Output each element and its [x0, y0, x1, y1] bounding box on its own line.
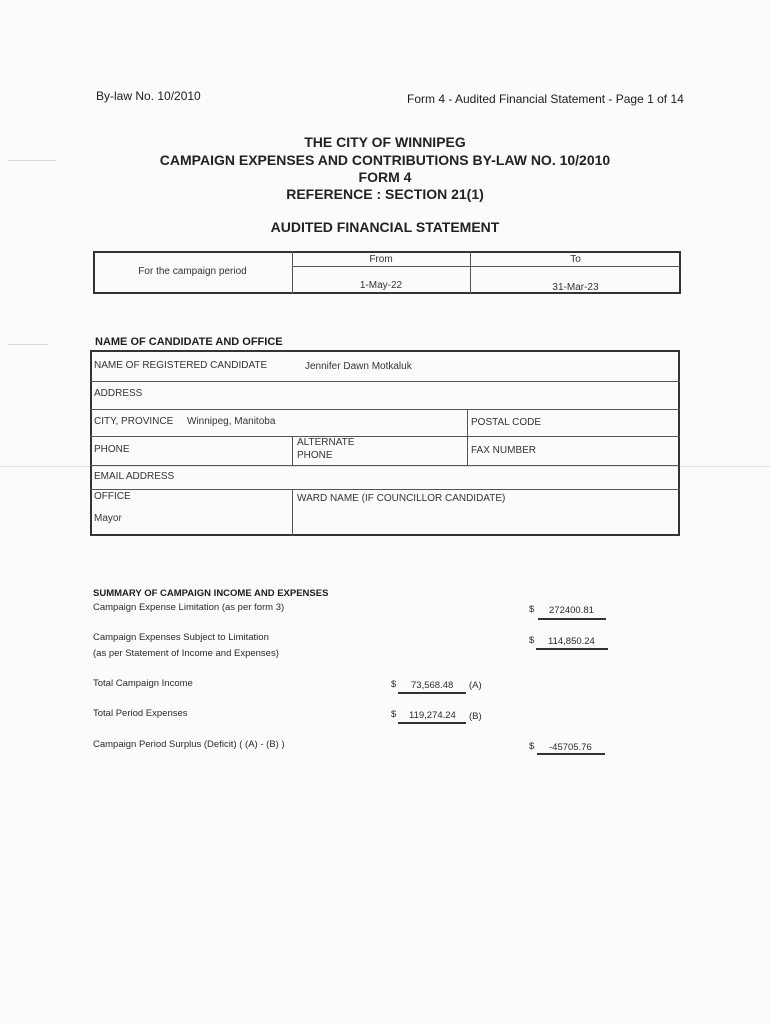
- period-label: For the campaign period: [138, 266, 247, 277]
- divider: [90, 465, 680, 466]
- address-label: ADDRESS: [94, 388, 143, 399]
- surplus-deficit-value: -45705.76: [549, 742, 592, 753]
- expenses-subject-label-line2: (as per Statement of Income and Expenses): [93, 648, 279, 659]
- office-value: Mayor: [94, 513, 122, 524]
- divider: [292, 436, 293, 465]
- document-subtitle: AUDITED FINANCIAL STATEMENT: [270, 219, 500, 235]
- underline: [537, 753, 605, 755]
- period-to-value: 31-Mar-23: [552, 282, 599, 293]
- candidate-section-title: NAME OF CANDIDATE AND OFFICE: [95, 336, 283, 348]
- postal-code-label: POSTAL CODE: [471, 417, 542, 428]
- divider: [292, 489, 293, 536]
- currency-symbol: $: [529, 741, 535, 752]
- divider: [467, 409, 468, 465]
- currency-symbol: $: [391, 679, 397, 690]
- period-from-label: From: [369, 254, 393, 265]
- expense-limit-label: Campaign Expense Limitation (as per form 3): [93, 602, 285, 613]
- title-form: FORM 4: [358, 169, 412, 185]
- currency-symbol: $: [529, 604, 535, 615]
- city-province-value: Winnipeg, Manitoba: [187, 416, 276, 427]
- alt-phone-label-line2: PHONE: [297, 450, 333, 461]
- summary-title: SUMMARY OF CAMPAIGN INCOME AND EXPENSES: [93, 588, 329, 599]
- currency-symbol: $: [391, 709, 397, 720]
- scan-artifact: [8, 344, 48, 345]
- title-reference: REFERENCE : SECTION 21(1): [286, 186, 484, 202]
- title-city: THE CITY OF WINNIPEG: [304, 134, 466, 150]
- phone-label: PHONE: [94, 444, 130, 455]
- underline: [398, 692, 466, 694]
- divider: [90, 436, 680, 437]
- expense-limit-value: 272400.81: [549, 605, 594, 616]
- alt-phone-label-line1: ALTERNATE: [297, 437, 355, 448]
- fax-number-label: FAX NUMBER: [471, 445, 537, 456]
- divider: [90, 489, 680, 490]
- candidate-name-value: Jennifer Dawn Motkaluk: [305, 361, 412, 372]
- underline: [538, 618, 606, 620]
- divider: [292, 266, 681, 267]
- divider: [90, 409, 680, 410]
- candidate-box: [90, 350, 680, 536]
- office-label: OFFICE: [94, 491, 131, 502]
- divider: [90, 381, 680, 382]
- period-from-value: 1-May-22: [359, 280, 403, 291]
- currency-symbol: $: [529, 635, 535, 646]
- period-expenses-tag: (B): [469, 711, 482, 722]
- total-period-expenses-value: 119,274.24: [409, 710, 456, 721]
- expenses-subject-value: 114,850.24: [548, 636, 595, 647]
- surplus-deficit-label: Campaign Period Surplus (Deficit) ( (A) - (B) ): [93, 739, 285, 750]
- candidate-name-label: NAME OF REGISTERED CANDIDATE: [94, 360, 268, 371]
- bylaw-number: By-law No. 10/2010: [96, 89, 201, 103]
- form-reference: Form 4 - Audited Financial Statement - Page 1 of 14: [407, 92, 684, 106]
- total-income-value: 73,568.48: [411, 680, 454, 691]
- total-income-label: Total Campaign Income: [93, 678, 193, 689]
- email-address-label: EMAIL ADDRESS: [94, 471, 175, 482]
- ward-name-label: WARD NAME (IF COUNCILLOR CANDIDATE): [297, 493, 506, 504]
- income-tag: (A): [469, 680, 482, 691]
- title-bylaw: CAMPAIGN EXPENSES AND CONTRIBUTIONS BY-LAW NO. 10/2010: [159, 152, 611, 168]
- expenses-subject-label-line1: Campaign Expenses Subject to Limitation: [93, 632, 269, 643]
- period-to-label: To: [570, 254, 581, 265]
- underline: [398, 722, 466, 724]
- total-period-expenses-label: Total Period Expenses: [93, 708, 188, 719]
- underline: [536, 648, 608, 650]
- city-province-label: CITY, PROVINCE: [94, 416, 174, 427]
